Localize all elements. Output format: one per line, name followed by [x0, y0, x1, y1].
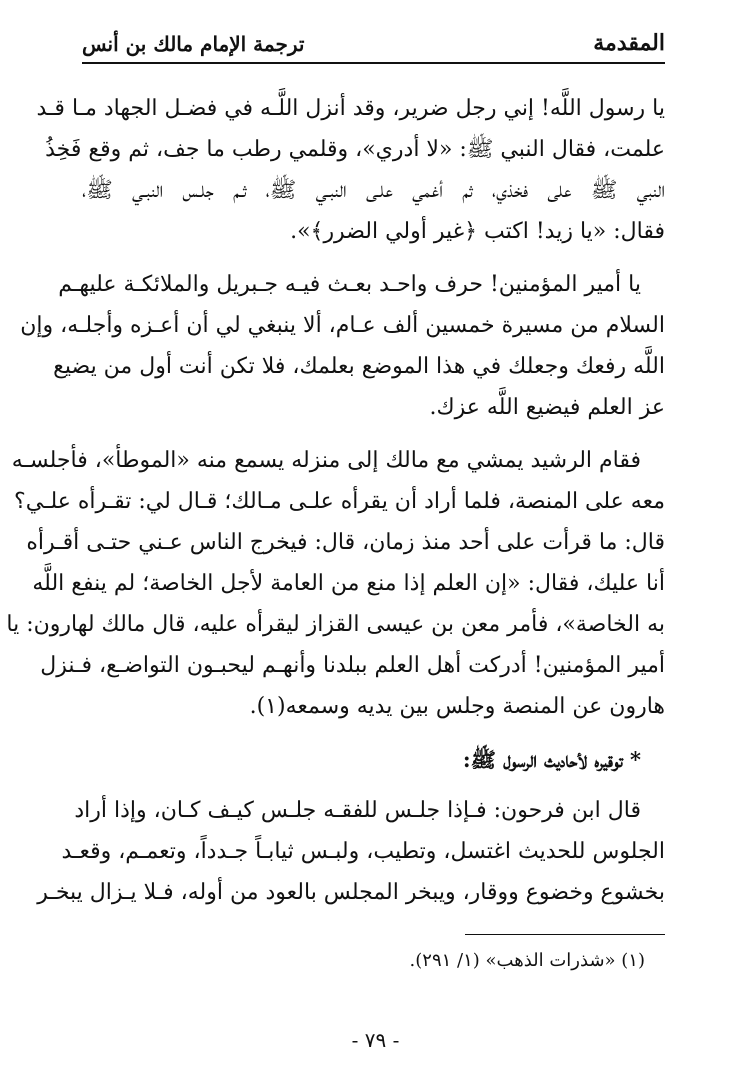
text-line: أمير المؤمنين! أدركت أهل العلم ببلدنا وأنهـم ليحبـون التواضـع، فـنزل — [40, 653, 665, 678]
text-line: عز العلم فيضيع اللَّه عزك. — [429, 395, 665, 420]
text-line: يا أمير المؤمنين! حرف واحـد بعـث فيـه جـبريل والملائكـة عليهـم — [58, 272, 641, 297]
chapter-title: المقدمة — [593, 30, 665, 56]
book-title: ترجمة الإمام مالك بن أنس — [82, 32, 305, 56]
paragraph-2 — [20, 264, 665, 428]
text-line: هارون عن المنصة وجلس بين يديه وسمعه(١). — [249, 694, 665, 719]
text-line: فقال: «يا زيد! اكتب ﴿غير أولي الضرر﴾». — [290, 219, 665, 244]
text-line: قال ابن فرحون: فـإذا جلـس للفقـه جلـس كيـف كـان، وإذا أراد — [74, 798, 641, 823]
paragraph-3 — [6, 440, 665, 727]
footnote-divider — [465, 934, 665, 935]
page-body — [6, 88, 665, 925]
text-line: السلام من مسيرة خمسين ألف عـام، ألا ينبغي لي أن أعـزه وأجلـه، وإن — [20, 313, 665, 338]
text-line: أنا عليك، فقال: «إن العلم إذا منع من العامة لأجل الخاصة؛ لم ينفع اللَّه — [32, 571, 665, 596]
text-line: الجلوس للحديث اغتسل، وتطيب، ولبـس ثيابـاً جـدداً، وتعمـم، وقعـد — [61, 839, 665, 864]
text-line: علمت، فقال النبي ﷺ: «لا أدري»، وقلمي رطب ما جف، ثم وقع فَخِذُ — [45, 137, 665, 162]
text-line: به الخاصة»، فأمر معن بن عيسى القزاز ليقرأه عليه، قال مالك لهارون: يا — [6, 612, 665, 637]
text-line: قال: ما قرأت على أحد منذ زمان، قال: فيخرج الناس عـني حتـى أقـرأه — [26, 530, 665, 555]
paragraph-4 — [37, 790, 665, 913]
section-heading: * توقيره لأحاديث الرسول ﷺ: — [462, 747, 641, 772]
text-line: اللَّه رفعك وجعلك في هذا الموضع بعلمك، فلا تكن أنت أول من يضيع — [53, 354, 665, 379]
text-line: النبي ﷺ على فخذي، ثم أغمي علـى النبـي ﷺ، ثـم جلـس النبـي ﷺ، — [82, 178, 665, 203]
text-line: يا رسول اللَّه! إني رجل ضرير، وقد أنزل اللَّـه في فضـل الجهاد مـا قـد — [36, 96, 665, 121]
text-line: فقام الرشيد يمشي مع مالك إلى منزله يسمع منه «الموطأ»، فأجلسـه — [11, 448, 641, 473]
text-line: بخشوع وخضوع ووقار، ويبخر المجلس بالعود من أوله، فـلا يـزال يبخـر — [37, 880, 665, 905]
paragraph-1 — [36, 88, 665, 252]
running-header — [82, 22, 665, 64]
page-number: - ٧٩ - — [351, 1028, 400, 1052]
footnote: (١) «شذرات الذهب» (١/ ٢٩١). — [409, 950, 645, 971]
text-line: معه على المنصة، فلما أراد أن يقرأه علـى مـالك؛ قـال لي: تقـرأه علـي؟ — [14, 489, 665, 514]
